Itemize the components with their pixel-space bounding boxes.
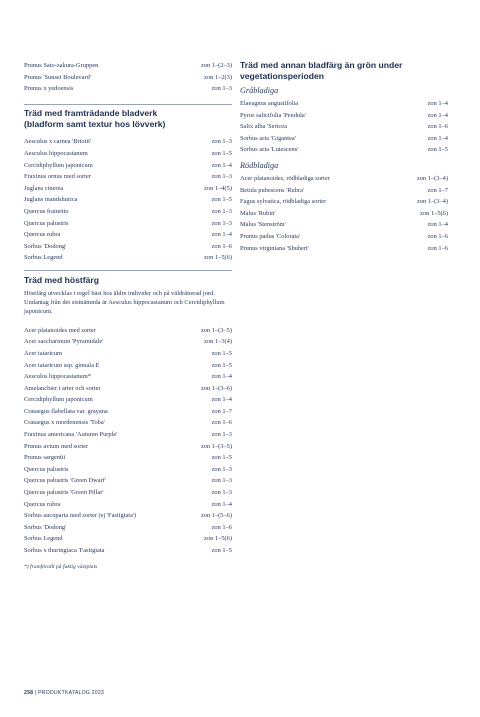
right-column	[240, 60, 448, 254]
list-item: Sorbus Legend zon 1–5(6)	[24, 535, 232, 543]
list-item: Aesculus hippocastanum* zon 1–4	[24, 373, 232, 381]
divider	[24, 104, 232, 105]
list-item: Acer tataricum ssp. ginnala E zon 1–5	[24, 361, 232, 369]
list-item: Aesculus hippocastanum zon 1–5	[24, 149, 232, 157]
list-item: Sorbus Legend zon 1–5(6)	[24, 254, 232, 262]
list-item: Fagus sylvatica, rödbladiga sorter zon 1–(3–4)	[240, 198, 448, 206]
autumn-color-list	[24, 325, 232, 557]
list-item: Crataegus x mordenensis 'Toba' zon 1–6	[24, 419, 232, 427]
subheading-red-leaved: Rödbladiga	[240, 160, 279, 170]
left-column	[24, 60, 232, 572]
list-item: Sorbus aucuparia med sorter (ej 'Fastigiata') zon 1–(5–6)	[24, 512, 232, 520]
list-item: Quercus frainetto zon 1–3	[24, 207, 232, 215]
list-item: Quercus rubra zon 1–4	[24, 500, 232, 508]
list-item: Cercidiphyllum japonicum zon 1–4	[24, 161, 232, 169]
list-item: Prunus sargentii zon 1–5	[24, 454, 232, 462]
list-item: Prunus padus 'Colorata' zon 1–6	[240, 232, 448, 240]
list-item: Aesculus x carnea 'Briotii' zon 1–3	[24, 138, 232, 146]
foliage-list	[24, 136, 232, 264]
list-item: Acer platanoides med sorter zon 1–(3–5)	[24, 326, 232, 334]
top-list	[24, 60, 232, 95]
list-item: Sorbus x thuringiaca 'Fastigiata zon 1–5	[24, 547, 232, 554]
list-item: Acer saccharinum 'Pyramidale' zon 1–3(4)	[24, 338, 232, 346]
grey-leaved-list	[240, 98, 448, 156]
footnote: *) framförallt på fuktig växtplats	[24, 563, 98, 570]
list-item: Cercidiphyllum japonicum zon 1–4	[24, 396, 232, 404]
list-item: Malus 'Stenström' zon 1–4	[240, 221, 448, 229]
list-item: Crataegus flabellata var. grayana zon 1–7	[24, 407, 232, 415]
page-number: 258	[24, 690, 34, 696]
list-item: Amelanchier i arter och sorter zon 1–(3–6)	[24, 384, 232, 392]
section-heading: Träd med höstfärg	[24, 274, 99, 285]
list-item: Elaeagnus angustifolia zon 1–4	[240, 100, 448, 107]
list-item: Juglans cinerea zon 1–4(5)	[24, 184, 232, 192]
list-item: Malus 'Rubin' zon 1–5(6)	[240, 209, 448, 217]
list-item: Prunus virginiana 'Shubert' zon 1–6	[240, 244, 448, 252]
section-heading: Träd med annan bladfärg än grön under vegetationsperioden	[240, 60, 403, 81]
list-item: Prunus Sato-zakura-Gruppen zon 1–(2–3)	[24, 62, 232, 69]
list-item: Quercus palustris 'Green Pillar' zon 1–3	[24, 489, 232, 497]
list-item: Sorbus aria 'Gigantea' zon 1–4	[240, 134, 448, 142]
list-item: Salix alba 'Sericea zon 1–6	[240, 123, 448, 131]
list-item: Sorbus 'Dodong' zon 1–6	[24, 242, 232, 250]
list-item: Quercus palustris 'Green Dwarf' zon 1–3	[24, 477, 232, 485]
list-item: Juglans mandshurica zon 1–5	[24, 196, 232, 204]
section-heading: Träd med framträdande bladverk (bladform samt textur hos lövverk)	[24, 108, 166, 130]
list-item: Quercus palustris zon 1–3	[24, 219, 232, 227]
list-item: Pyrus salicifolia 'Pendula' zon 1–4	[240, 111, 448, 119]
red-leaved-list	[240, 173, 448, 254]
list-item: Fraxinus americana 'Autumn Purple' zon 1–3	[24, 431, 232, 439]
list-item: Betula pubescens 'Rubra' zon 1–7	[240, 186, 448, 194]
subheading-grey-leaved: Gråbladiga	[240, 86, 279, 95]
list-item: Quercus rubra zon 1–4	[24, 231, 232, 239]
section-description: Höstfärg utvecklas i regel bäst hos äldre individer och på väldränerad jord. Undantag från det sistnämnda är Aesculus hippocastanum och Cercidiphyllum japonicum.	[24, 289, 225, 316]
list-item: Sorbus 'Dodong' zon 1–6	[24, 523, 232, 531]
list-item: Acer platanoides, rödbladiga sorter zon 1–(3–4)	[240, 174, 448, 182]
list-item: Prunus 'Sunset Boulevard' zon 1–2(3)	[24, 73, 232, 81]
divider	[24, 270, 232, 271]
list-item: Quercus palustris zon 1–3	[24, 465, 232, 473]
list-item: Sorbus aria 'Lutescens' zon 1–5	[240, 146, 448, 154]
footer-separator: |	[34, 690, 37, 696]
list-item: Acer tataricum zon 1–5	[24, 349, 232, 357]
catalog-name: PRODUKTKATALOG 2023	[38, 690, 105, 696]
page-footer	[24, 690, 104, 696]
list-item: Prunus avium med sorter zon 1–(3–5)	[24, 442, 232, 450]
list-item: Prunus x yedoensis zon 1–3	[24, 85, 232, 93]
list-item: Fraxinus ornus med sorter zon 1–3	[24, 173, 232, 181]
